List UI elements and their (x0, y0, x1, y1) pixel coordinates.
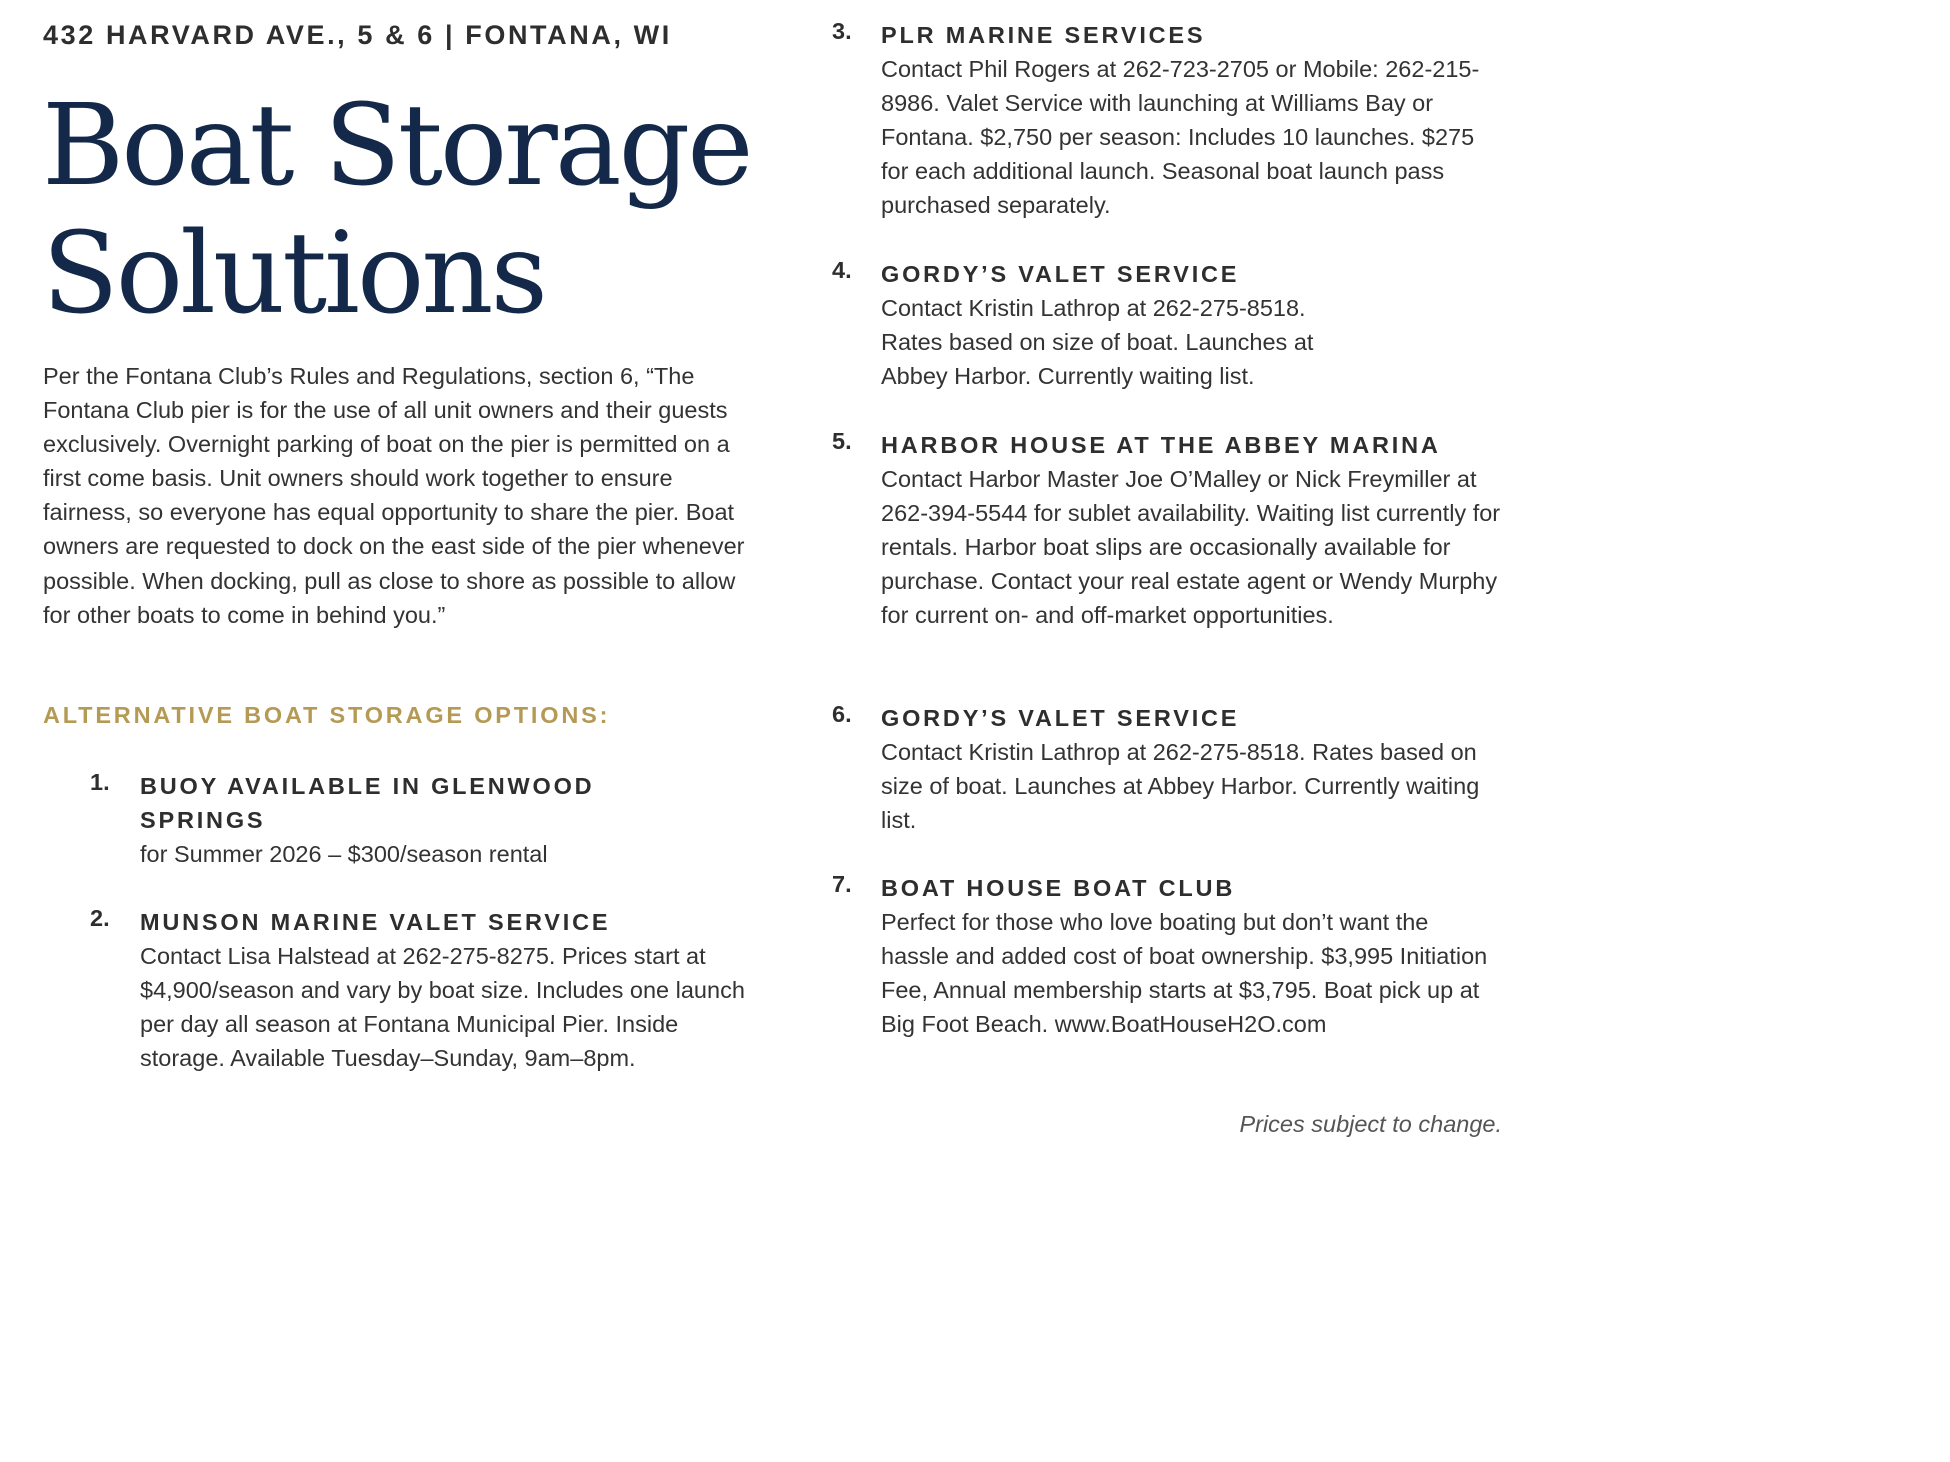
option-number: 1. (90, 769, 110, 795)
option-heading: PLR MARINE SERVICES (881, 22, 1206, 48)
option-item-3 (832, 18, 1501, 223)
price-disclaimer: Prices subject to change. (1239, 1111, 1502, 1137)
property-address: 432 HARVARD AVE., 5 & 6 | FONTANA, WI (43, 20, 672, 50)
page-title-line-1: Boat Storage (42, 81, 751, 211)
option-item-6 (832, 701, 1506, 837)
option-description: Contact Harbor Master Joe O’Malley or Nick Freymiller at 262-394-5544 for sublet availability. Waiting list currently for rentals. Harbor boat slips are occasionally available for purchase. Contact your real estate agent or Wendy Murphy for current on- and off-market opportunities. (881, 466, 1501, 629)
option-item-4 (832, 257, 1361, 393)
page-title-line-2: Solutions (42, 209, 545, 339)
option-number: 6. (832, 701, 852, 727)
option-description: Contact Kristin Lathrop at 262-275-8518. Rates based on size of boat. Launches at Abbey Harbor. Currently waiting list. (881, 295, 1314, 390)
option-heading: MUNSON MARINE VALET SERVICE (140, 909, 611, 935)
option-heading: HARBOR HOUSE AT THE ABBEY MARINA (881, 432, 1441, 458)
option-item-7 (832, 871, 1496, 1041)
option-heading: BOAT HOUSE BOAT CLUB (881, 875, 1236, 901)
option-number: 4. (832, 257, 852, 283)
option-heading: BUOY AVAILABLE IN GLENWOOD SPRINGS (140, 773, 595, 834)
page-title (42, 82, 802, 338)
option-description: Perfect for those who love boating but don’t want the hassle and added cost of boat ownership. $3,995 Initiation Fee, Annual membership starts at $3,795. Boat pick up at Big Foot Beach. www.BoatHouseH2O.com (881, 909, 1488, 1038)
option-description: Contact Kristin Lathrop at 262-275-8518. Rates based on size of boat. Launches at Abbey Harbor. Currently waiting list. (881, 739, 1480, 834)
option-item-1 (90, 769, 660, 871)
option-number: 2. (90, 905, 110, 931)
option-number: 3. (832, 18, 852, 44)
option-item-5 (832, 428, 1506, 633)
option-item-2 (90, 905, 745, 1075)
option-number: 5. (832, 428, 852, 454)
alternatives-heading: ALTERNATIVE BOAT STORAGE OPTIONS: (43, 702, 611, 728)
option-heading: GORDY’S VALET SERVICE (881, 261, 1240, 287)
intro-paragraph: Per the Fontana Club’s Rules and Regulations, section 6, “The Fontana Club pier is for the use of all unit owners and their guests exclusively. Overnight parking of boat on the pier is permitted on a first come basis. Unit owners should work together to ensure fairness, so everyone has equal opportunity to share the pier. Boat owners are requested to dock on the east side of the pier whenever possible. When docking, pull as close to shore as possible to allow for other boats to come in behind you.” (43, 363, 745, 628)
option-number: 7. (832, 871, 852, 897)
option-description: Contact Phil Rogers at 262-723-2705 or Mobile: 262-215-8986. Valet Service with launching at Williams Bay or Fontana. $2,750 per season: Includes 10 launches. $275 for each additional launch. Seasonal boat launch pass purchased separately. (881, 56, 1480, 219)
option-description: for Summer 2026 – $300/season rental (140, 841, 548, 868)
option-heading: GORDY’S VALET SERVICE (881, 705, 1240, 731)
option-description: Contact Lisa Halstead at 262-275-8275. Prices start at $4,900/season and vary by boat size. Includes one launch per day all season at Fontana Municipal Pier. Inside storage. Available Tuesday–Sunday, 9am–8pm. (140, 943, 745, 1072)
